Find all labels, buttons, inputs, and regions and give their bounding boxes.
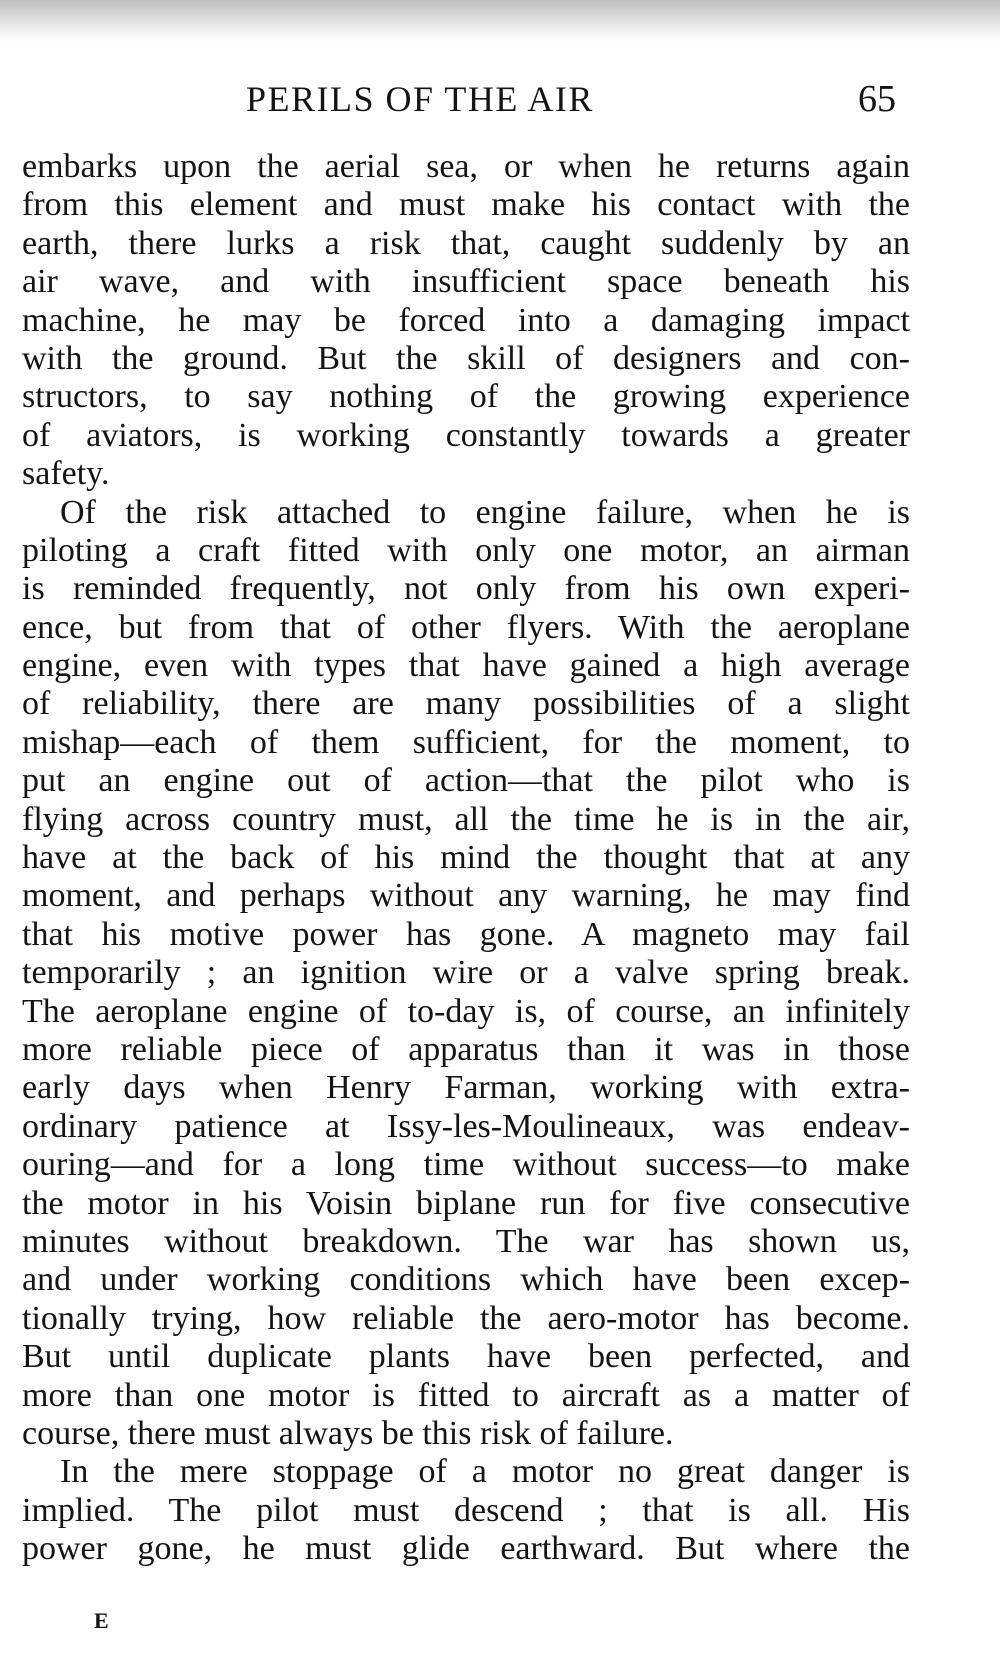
text-line: flying across country must, all the time he is in the air, — [22, 800, 910, 838]
text-line: structors, to say nothing of the growing experience — [22, 378, 910, 416]
text-line: moment, and perhaps without any warning, he may find — [22, 877, 910, 915]
text-line: of reliability, there are many possibilities of a slight — [22, 685, 910, 723]
text-line: ordinary patience at Issy-les-Moulineaux, was endeav- — [22, 1107, 910, 1145]
signature-mark: E — [94, 1608, 109, 1633]
text-line: minutes without breakdown. The war has shown us, — [22, 1222, 910, 1260]
text-line: ouring—and for a long time without success—to make — [22, 1146, 910, 1184]
text-line: But until duplicate plants have been perfected, and — [22, 1338, 910, 1376]
text-line: machine, he may be forced into a damaging impact — [22, 301, 910, 339]
text-line: piloting a craft fitted with only one motor, an airman — [22, 531, 910, 569]
text-line: the motor in his Voisin biplane run for five consecutive — [22, 1184, 910, 1222]
text-line: more than one motor is fitted to aircraft as a matter of — [22, 1376, 910, 1414]
text-line: safety. — [22, 455, 110, 493]
text-line: ence, but from that of other flyers. With the aeroplane — [22, 608, 910, 646]
text-line: tionally trying, how reliable the aero-motor has become. — [22, 1299, 910, 1337]
text-line: earth, there lurks a risk that, caught suddenly by an — [22, 224, 910, 262]
body-text — [22, 148, 910, 1568]
running-head — [0, 74, 1000, 124]
text-line: engine, even with types that have gained a high average — [22, 647, 910, 685]
text-line: with the ground. But the skill of designers and con- — [22, 339, 910, 377]
text-line: early days when Henry Farman, working with extra- — [22, 1069, 910, 1107]
text-line: more reliable piece of apparatus than it was in those — [22, 1030, 910, 1068]
text-line: temporarily ; an ignition wire or a valve spring break. — [22, 954, 910, 992]
text-line: The aeroplane engine of to-day is, of course, an infinitely — [22, 992, 910, 1030]
text-line: put an engine out of action—that the pilot who is — [22, 762, 910, 800]
scan-shadow — [0, 0, 1000, 42]
text-line: Of the risk attached to engine failure, when he is — [60, 493, 910, 531]
text-line: power gone, he must glide earthward. But where the — [22, 1530, 910, 1568]
text-line: In the mere stoppage of a motor no great danger is — [60, 1453, 910, 1491]
text-line: that his motive power has gone. A magneto may fail — [22, 915, 910, 953]
text-line: from this element and must make his contact with the — [22, 186, 910, 224]
running-title: PERILS OF THE AIR — [246, 79, 594, 119]
text-line: and under working conditions which have been excep- — [22, 1261, 910, 1299]
text-line: air wave, and with insufficient space beneath his — [22, 263, 910, 301]
text-line: of aviators, is working constantly towards a greater — [22, 416, 910, 454]
text-line: embarks upon the aerial sea, or when he returns again — [22, 148, 910, 185]
text-line: is reminded frequently, not only from his own experi- — [22, 570, 910, 608]
text-line: implied. The pilot must descend ; that is all. His — [22, 1491, 910, 1529]
page-number: 65 — [858, 78, 896, 120]
text-line: mishap—each of them sufficient, for the moment, to — [22, 723, 910, 761]
text-line: course, there must always be this risk of failure. — [22, 1414, 674, 1452]
text-line: have at the back of his mind the thought that at any — [22, 839, 910, 877]
